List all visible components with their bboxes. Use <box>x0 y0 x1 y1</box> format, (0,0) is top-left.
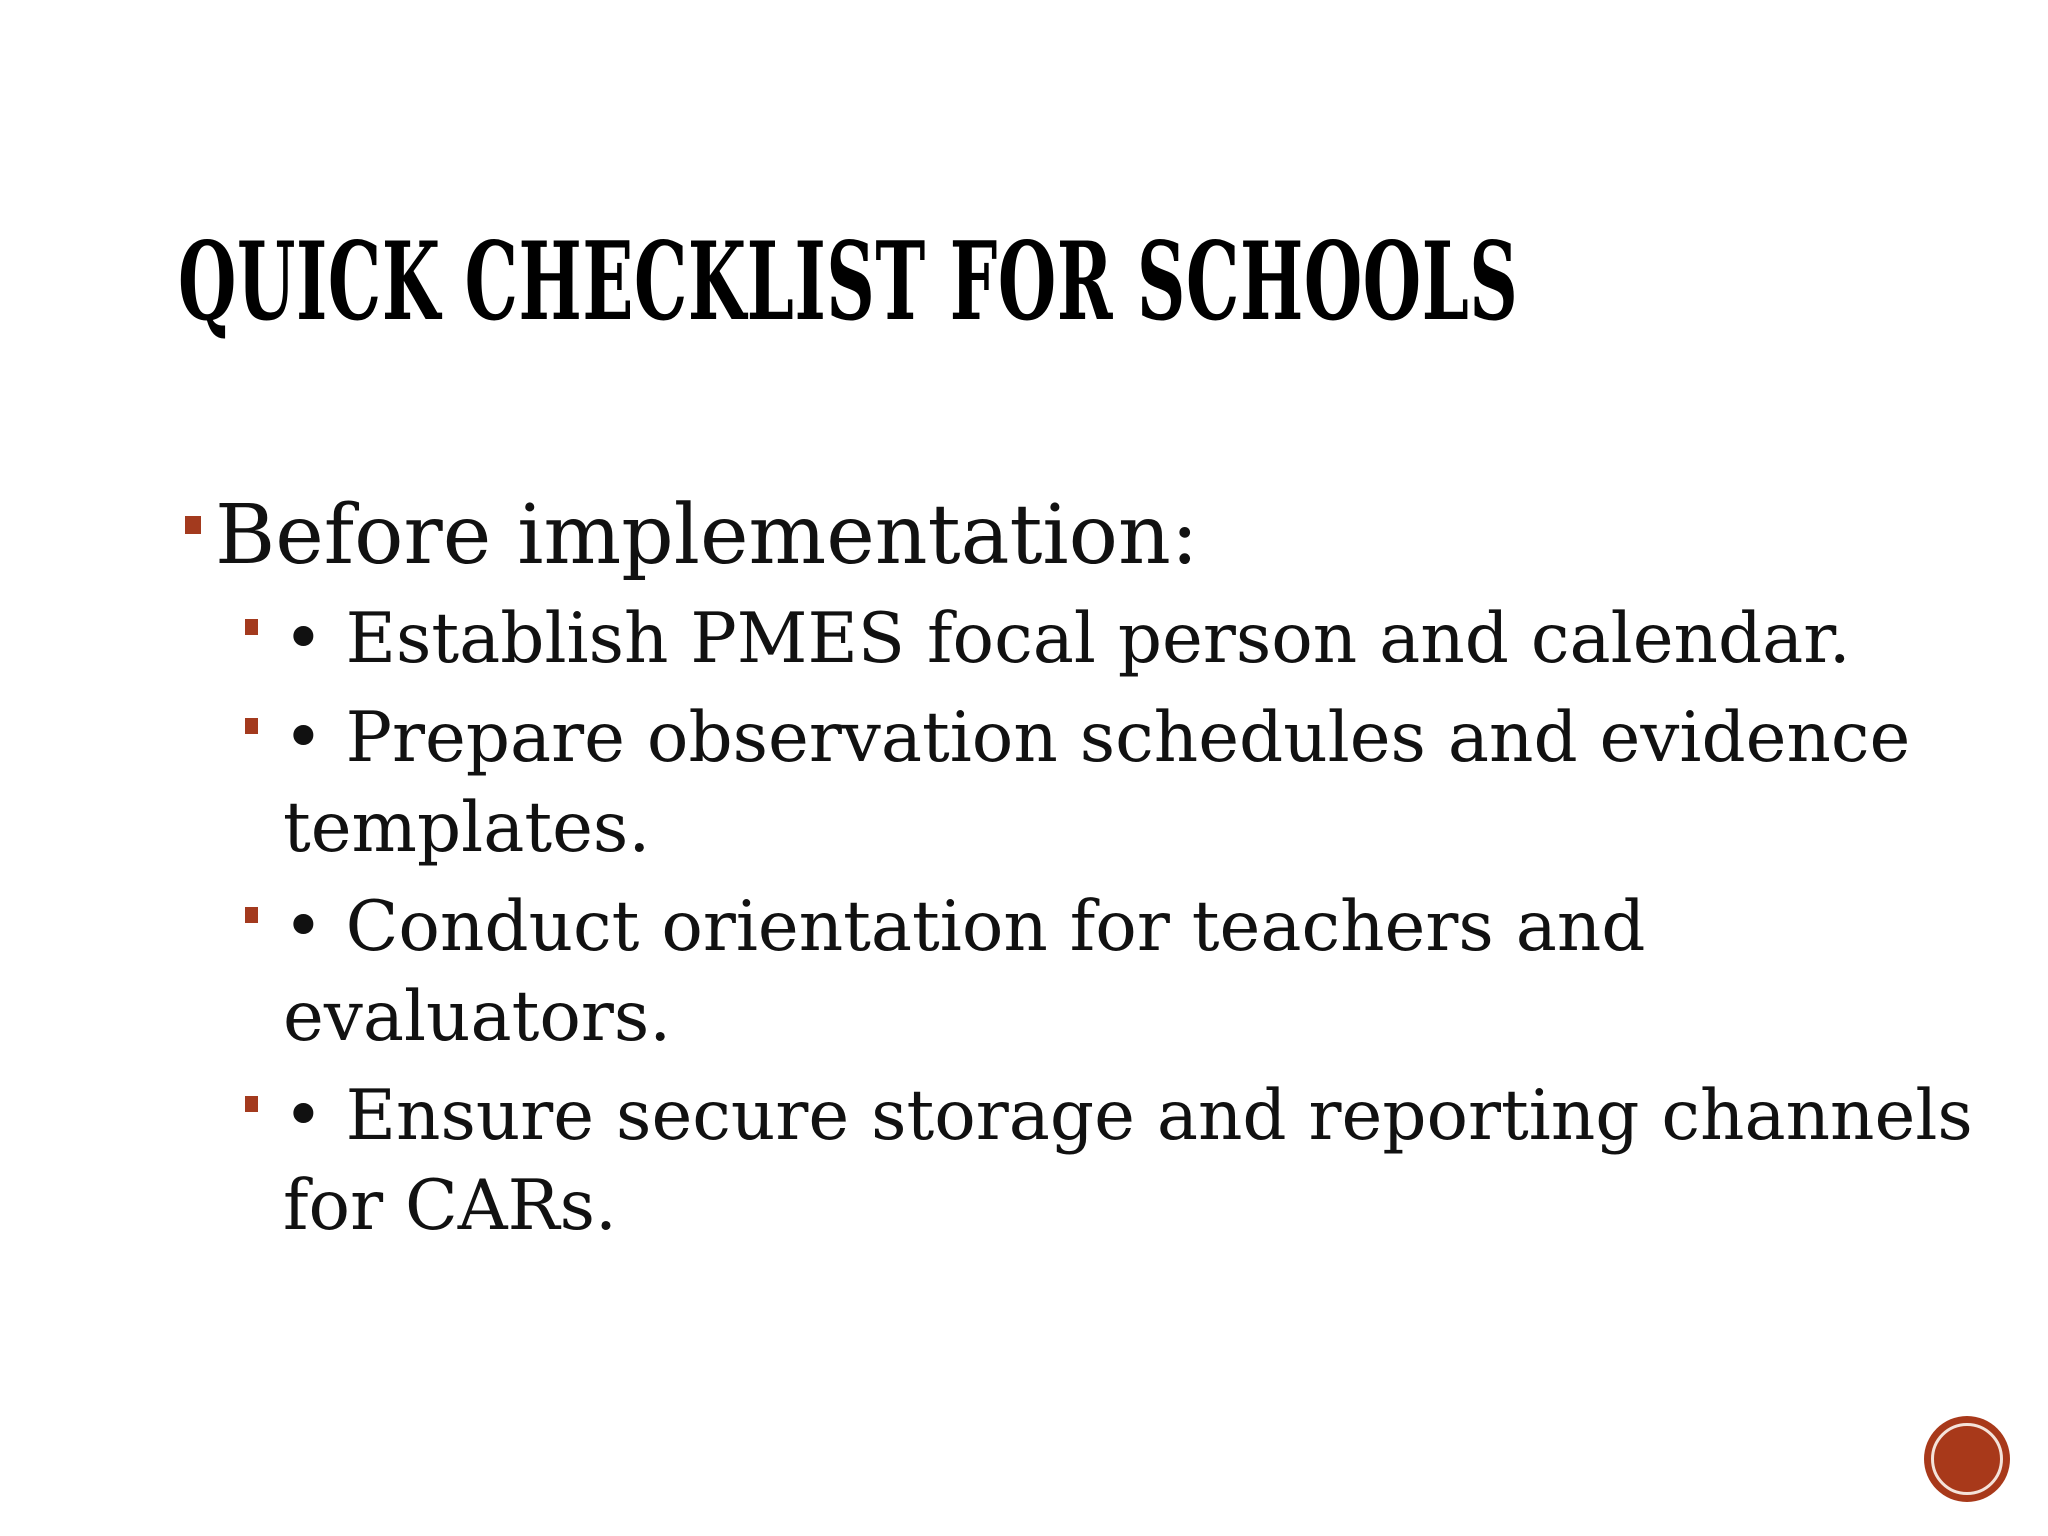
slide-title: QUICK CHECKLIST FOR SCHOOLS <box>178 219 1519 345</box>
bullet-item-level1 <box>183 486 2023 586</box>
circle-badge-icon <box>1926 1418 2008 1500</box>
checklist-item <box>243 594 2023 684</box>
square-bullet-icon <box>245 1096 258 1112</box>
square-bullet-icon <box>185 516 201 534</box>
checklist-item-text: • Conduct orientation for teachers and evaluators. <box>283 887 1646 1057</box>
square-bullet-icon <box>245 718 258 734</box>
checklist-item-text: • Establish PMES focal person and calendar. <box>283 599 1851 679</box>
slide-body <box>183 486 2023 1260</box>
square-bullet-icon <box>245 619 258 635</box>
checklist-item <box>243 882 2023 1062</box>
checklist-item <box>243 693 2023 873</box>
checklist-item-text: • Ensure secure storage and reporting channels for CARs. <box>283 1076 1973 1246</box>
checklist-item-text: • Prepare observation schedules and evidence templates. <box>283 698 1911 868</box>
checklist <box>243 594 2023 1251</box>
square-bullet-icon <box>245 907 258 923</box>
heading-text: Before implementation: <box>215 488 1199 583</box>
checklist-item <box>243 1071 2023 1251</box>
